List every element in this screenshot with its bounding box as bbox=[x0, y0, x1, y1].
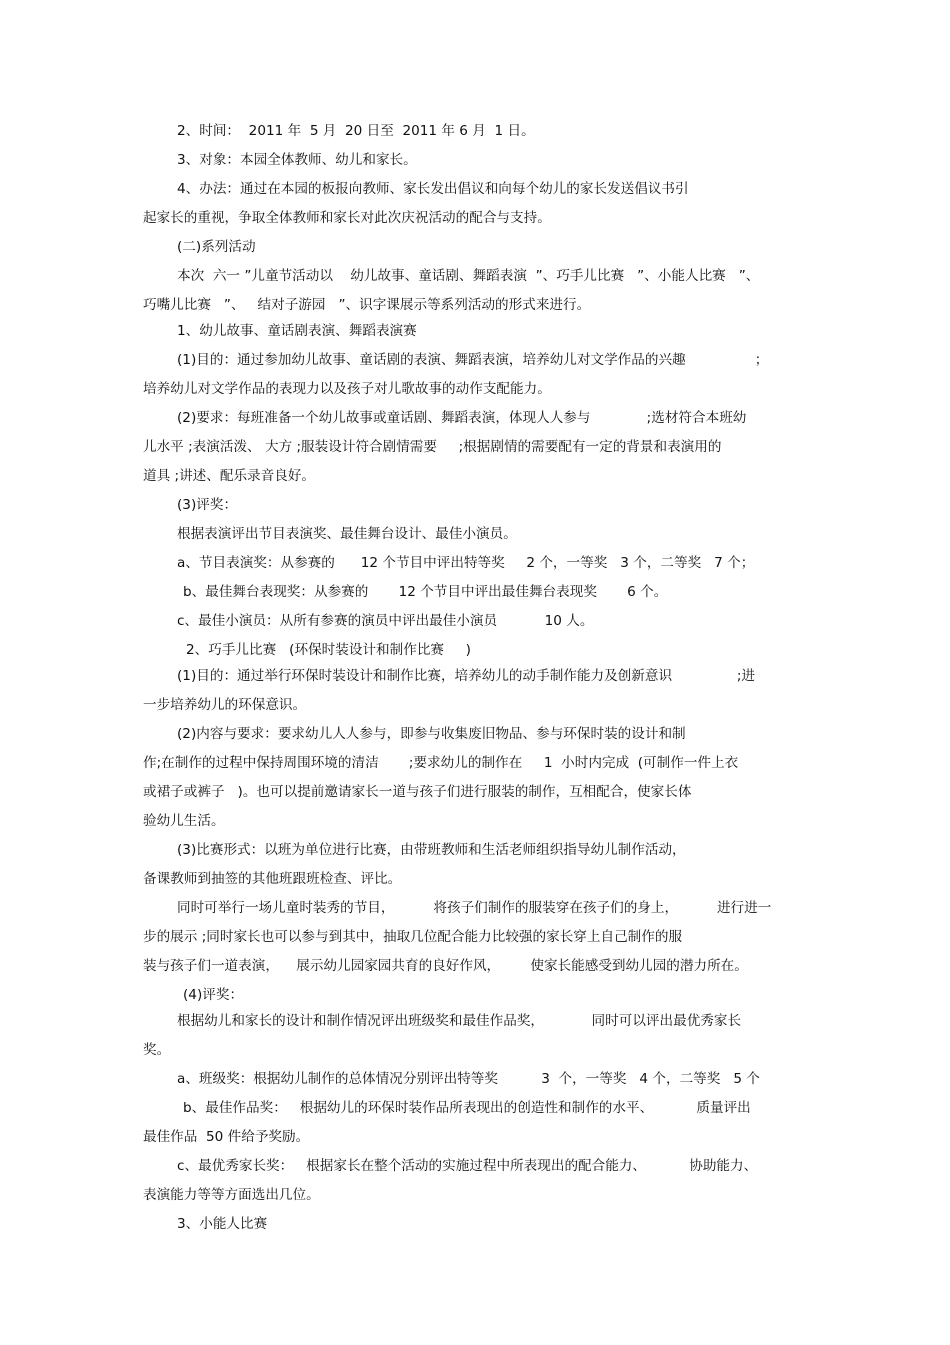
text-line: (1)目的：通过举行环保时装设计和制作比赛，培养幼儿的动手制作能力及创新意识 ;进 bbox=[177, 668, 756, 684]
text-line: 步的展示 ;同时家长也可以参与到其中，抽取几位配合能力比较强的家长穿上自己制作的服 bbox=[143, 929, 683, 945]
text-line: 本次 六一 ”儿童节活动以 幼儿故事、童话剧、舞蹈表演 ”、巧手儿比赛 ”、小能人比赛 ”、 bbox=[177, 268, 760, 284]
text-line: b、最佳舞台表现奖：从参赛的 12 个节目中评出最佳舞台表现奖 6 个。 bbox=[183, 584, 668, 600]
text-line: (2)内容与要求：要求幼儿人人参与，即参与收集废旧物品、参与环保时装的设计和制 bbox=[177, 726, 686, 742]
text-line: 一步培养幼儿的环保意识。 bbox=[143, 697, 307, 713]
text-line: (4)评奖： bbox=[183, 987, 244, 1003]
text-line: 道具 ;讲述、配乐录音良好。 bbox=[143, 468, 316, 484]
text-line: a、班级奖：根据幼儿制作的总体情况分别评出特等奖 3 个，一等奖 4 个，二等奖 5 个 bbox=[177, 1071, 760, 1087]
text-line: (1)目的：通过参加幼儿故事、童话剧的表演、舞蹈表演，培养幼儿对文学作品的兴趣 ； bbox=[177, 352, 769, 368]
text-line: c、最佳小演员：从所有参赛的演员中评出最佳小演员 10 人。 bbox=[177, 613, 594, 629]
subsection-heading: 3、小能人比赛 bbox=[177, 1216, 268, 1232]
subsection-heading: 2、巧手儿比赛 (环保时装设计和制作比赛 ) bbox=[186, 642, 471, 658]
text-line: 3、对象：本园全体教师、幼儿和家长。 bbox=[177, 152, 417, 168]
text-line: 起家长的重视，争取全体教师和家长对此次庆祝活动的配合与支持。 bbox=[143, 210, 551, 226]
text-line: 表演能力等等方面选出几位。 bbox=[143, 1187, 320, 1203]
text-line: c、最优秀家长奖： 根据家长在整个活动的实施过程中所表现出的配合能力、 协助能力、 bbox=[177, 1158, 758, 1174]
text-line: 同时可举行一场儿童时装秀的节目， 将孩子们制作的服装穿在孩子们的身上， 进行进一 bbox=[177, 900, 772, 916]
text-line: 巧嘴儿比赛 ”、 结对子游园 ”、识字课展示等系列活动的形式来进行。 bbox=[143, 297, 591, 313]
text-line: b、最佳作品奖： 根据幼儿的环保时装作品所表现出的创造性和制作的水平、 质量评出 bbox=[183, 1100, 751, 1116]
text-line: 装与孩子们一道表演， 展示幼儿园家园共育的良好作风， 使家长能感受到幼儿园的潜力所在。 bbox=[143, 958, 748, 974]
text-line: 儿水平 ;表演活泼、 大方 ;服装设计符合剧情需要 ;根据剧情的需要配有一定的背景和表演用的 bbox=[143, 439, 722, 455]
text-line: 2、时间： 2011 年 5 月 20 日至 2011 年 6 月 1 日。 bbox=[177, 123, 535, 139]
text-line: a、节目表演奖：从参赛的 12 个节目中评出特等奖 2 个，一等奖 3 个，二等奖 7 个； bbox=[177, 555, 755, 571]
subsection-heading: 1、幼儿故事、童话剧表演、舞蹈表演赛 bbox=[177, 323, 417, 339]
text-line: (3)比赛形式：以班为单位进行比赛，由带班教师和生活老师组织指导幼儿制作活动， bbox=[177, 842, 686, 858]
text-line: (3)评奖： bbox=[177, 497, 238, 513]
text-line: 根据幼儿和家长的设计和制作情况评出班级奖和最佳作品奖， 同时可以评出最优秀家长 bbox=[177, 1013, 742, 1029]
text-line: 奖。 bbox=[143, 1042, 171, 1058]
text-line: 根据表演评出节目表演奖、最佳舞台设计、最佳小演员。 bbox=[177, 526, 517, 542]
text-line: (2)要求：每班准备一个幼儿故事或童话剧、舞蹈表演，体现人人参与 ;选材符合本班幼 bbox=[177, 410, 747, 426]
text-line: 最佳作品 50 件给予奖励。 bbox=[143, 1129, 310, 1145]
text-line: 作;在制作的过程中保持周围环境的清洁 ;要求幼儿的制作在 1 小时内完成 (可制作一件上衣 bbox=[143, 755, 739, 771]
text-line: 验幼儿生活。 bbox=[143, 813, 225, 829]
text-line: 培养幼儿对文学作品的表现力以及孩子对儿歌故事的动作支配能力。 bbox=[143, 381, 551, 397]
section-heading: (二)系列活动 bbox=[177, 239, 256, 255]
text-line: 4、办法：通过在本园的板报向教师、家长发出倡议和向每个幼儿的家长发送倡议书引 bbox=[177, 181, 689, 197]
text-line: 备课教师到抽签的其他班跟班检查、评比。 bbox=[143, 871, 402, 887]
text-line: 或裙子或裤子 )。也可以提前邀请家长一道与孩子们进行服装的制作，互相配合，使家长体 bbox=[143, 784, 692, 800]
